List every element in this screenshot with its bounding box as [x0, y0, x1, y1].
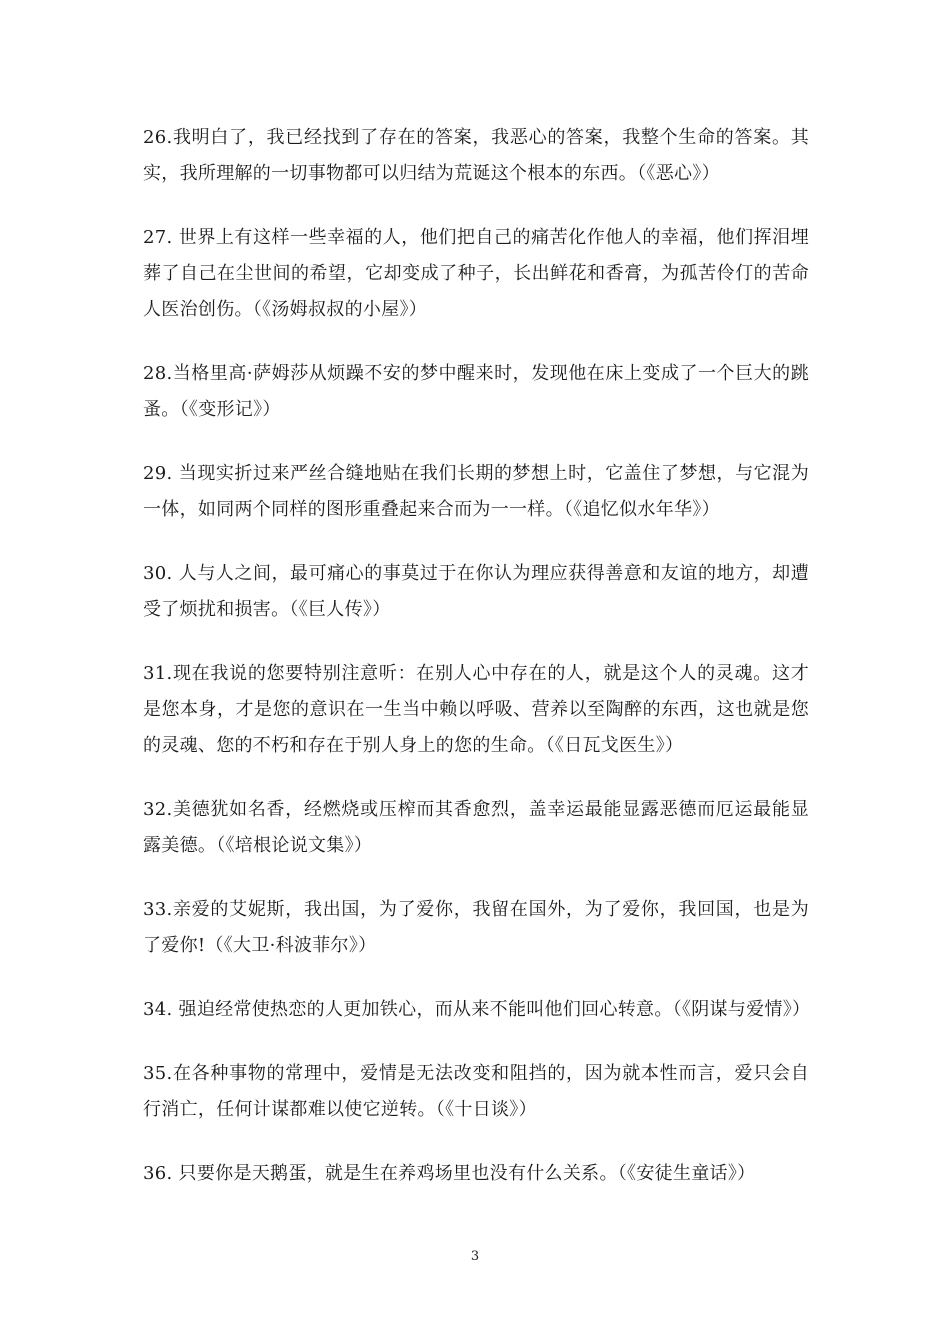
- quote-33: 33.亲爱的艾妮斯，我出国，为了爱你，我留在国外，为了爱你，我回国，也是为了爱你!（《大卫·科波菲尔》）: [143, 899, 809, 956]
- quote-28: 28.当格里高·萨姆莎从烦躁不安的梦中醒来时，发现他在床上变成了一个巨大的跳蚤。（《变形记》）: [143, 363, 809, 420]
- quote-35: 35.在各种事物的常理中，爱情是无法改变和阻挡的，因为就本性而言，爱只会自行消亡，任何计谋都难以使它逆转。（《十日谈》）: [143, 1063, 809, 1120]
- quote-30: 30. 人与人之间，最可痛心的事莫过于在你认为理应获得善意和友谊的地方，却遭受了烦扰和损害。（《巨人传》）: [143, 563, 809, 620]
- quote-36: 36. 只要你是天鹅蛋，就是生在养鸡场里也没有什么关系。（《安徒生童话》）: [143, 1163, 756, 1184]
- quote-31: 31.现在我说的您要特别注意听：在别人心中存在的人，就是这个人的灵魂。这才是您本身，才是您的意识在一生当中赖以呼吸、营养以至陶醉的东西，这也就是您的灵魂、您的不朽和存在于别人身上的您的生命。（《日瓦戈医生》）: [143, 663, 809, 756]
- quote-29: 29. 当现实折过来严丝合缝地贴在我们长期的梦想上时，它盖住了梦想，与它混为一体，如同两个同样的图形重叠起来合而为一一样。（《追忆似水年华》）: [143, 463, 809, 520]
- quote-27: 27. 世界上有这样一些幸福的人，他们把自己的痛苦化作他人的幸福，他们挥泪埋葬了自己在尘世间的希望，它却变成了种子，长出鲜花和香膏，为孤苦伶仃的苦命人医治创伤。（《汤姆叔叔的小屋》）: [143, 227, 809, 320]
- quote-32: 32.美德犹如名香，经燃烧或压榨而其香愈烈，盖幸运最能显露恶德而厄运最能显露美德。（《培根论说文集》）: [143, 799, 809, 856]
- quote-34: 34. 强迫经常使热恋的人更加铁心，而从来不能叫他们回心转意。（《阴谋与爱情》）: [143, 999, 811, 1020]
- page-number: 3: [470, 1249, 480, 1264]
- quote-list: [143, 120, 809, 1220]
- quote-26: 26.我明白了，我已经找到了存在的答案，我恶心的答案，我整个生命的答案。其实，我所理解的一切事物都可以归结为荒诞这个根本的东西。（《恶心》）: [143, 127, 809, 184]
